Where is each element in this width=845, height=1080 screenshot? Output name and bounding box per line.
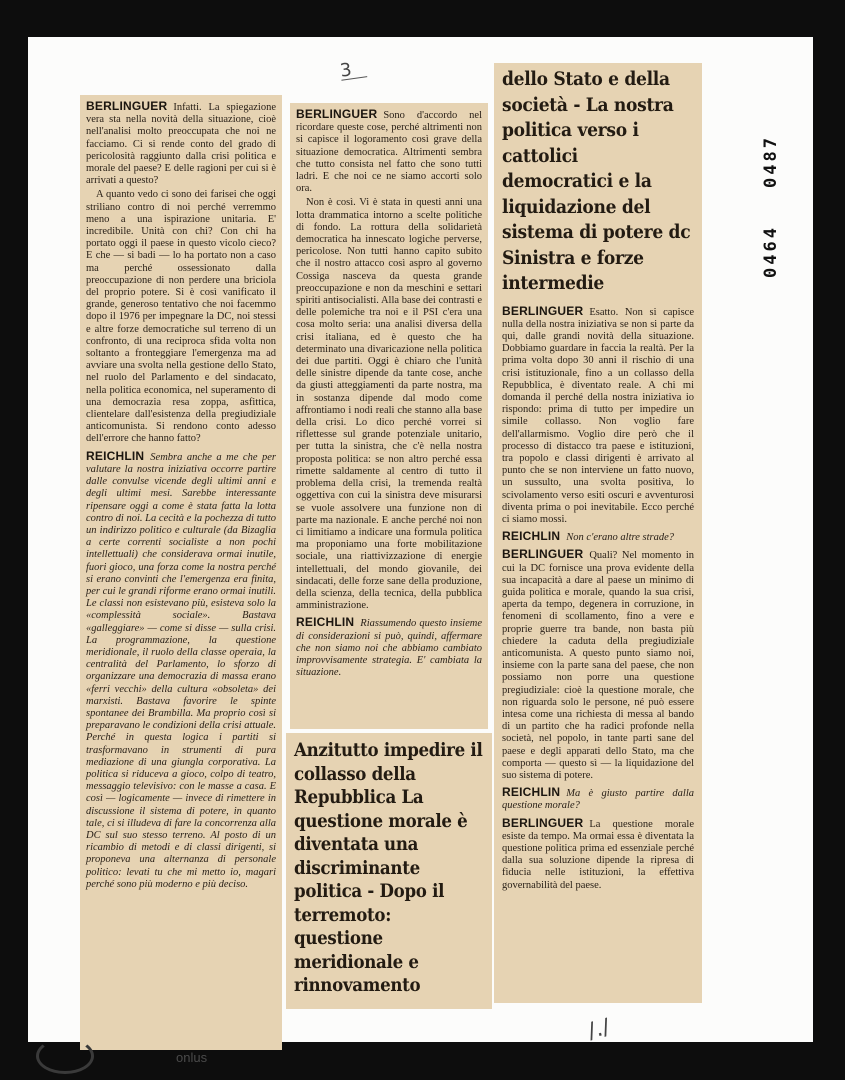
headline-right: dello Stato e della società - La nostra politica verso i cattolici democratici e la liquidazione del sistema di potere dc Sinistra e forze intermedie <box>502 68 691 294</box>
paragraph: REICHLIN Ma è giusto partire dalla questione morale? <box>502 785 694 812</box>
speaker-label: BERLINGUER <box>86 99 168 113</box>
paragraph: REICHLIN Non c'erano altre strade? <box>502 529 675 544</box>
continuation-mark: /./ <box>585 1014 613 1045</box>
column-3-text <box>502 305 694 892</box>
paragraph: REICHLIN Sembra anche a me che per valutare la nostra iniziativa occorre partire dalle convulse vicende degli ultimi anni e degli ultimi mesi. Sarebbe interessante ripensare oggi a come è stata fatta la lotta contro di noi. La cecità e la pochezza di tutto un indirizzo politico e culturale (da Bizaglia a certe correnti socialiste a non pochi intellettuali) che considerava ormai inutile, fuori gioco, una forza come la nostra perché si erano convinti che l'emergenza era finita, per cui le grandi riforme erano ormai inutili. Le classi non esistevano più, esisteva solo la «complessità sociale». Bastava «galleggiare» — come si disse — sulla crisi. La programmazione, la questione meridionale, il ruolo della classe operaia, la centralità del Parlamento, lo sforzo di organizzare una democrazia di massa erano «ferri vecchi» della cultura «obsoleta» dei marxisti. Bastava favorire le spinte spontanee dei Brambilla. Ma proprio così si preparavano le condizioni della crisi attuale. Perché in questa logica i partiti si trasformavano in strumenti di pura mediazione di una giungla corporativa. La politica si riduceva a gioco, colpo di teatro, messaggio televisivo: con le masse a casa. E così — logicamente — invece di rimettere in discussione il sistema di potere, in quanto tale, ci si illudeva di fare la concorrenza alla DC sul suo stesso terreno. Al posto di un ricambio di metodi e di classi dirigenti, si proponeva una alternanza di personale politico: levati tu che mi metto io, magari perché sono più moderno e più deciso. <box>86 448 276 890</box>
column-1-text <box>86 100 276 891</box>
speaker-label: REICHLIN <box>296 615 355 630</box>
speaker-label: REICHLIN <box>86 448 145 463</box>
paragraph: REICHLIN Riassumendo questo insieme di considerazioni si può, quindi, affermare che non siamo noi che abbiamo cambiato improvvisamente strategia. E' cambiata la situazione. <box>296 615 482 679</box>
clipping-column-3 <box>494 63 702 1003</box>
paragraph: BERLINGUER Sono d'accordo nel ricordare queste cose, perché altrimenti non si capisce il logoramento così grave della situazione democratica. Altrimenti sembra che tutto consista nel fatto che sono tutti ladri. E che noi ce ne siamo accorti solo ora. <box>296 107 482 195</box>
paragraph: Non è così. Vi è stata in questi anni una lotta drammatica intorno a scelte politiche di fondo. La rottura della solidarietà democratica ha innescato logiche perverse, pericolose. Non tutti hanno capito subito che il nostro attacco così aspro al governo Cossiga nasceva da questa grande preoccupazione e non da meschini e settari spiriti antisocialisti. Alla base dei contrasti e delle polemiche tra noi e il PSI c'era una cosa molto seria: una analisi diversa della crisi italiana, ed è questo che ha determinato una divaricazione nella politica dei due partiti. Oggi è chiaro che l'unità delle sinistre dipende da tante cose, anche da giusti atteggiamenti da parte nostra, ma in sostanza dipende dal modo come affrontiamo i nodi reali che stanno alla base della crisi. Lo dico perché vorrei si riflettesse sul grande potenziale unitario, per tutta la sinistra, che c'è nella nostra proposta politica: se non altro perché essa rimette saldamente al centro di tutto il problema della crisi, la tremenda realtà oggettiva con cui la sinistra deve misurarsi se vuole assolvere una funzione non di parte ma nazionale. E anche perché noi non ci limitiamo a indicare una formula politica ma proponiamo una forte mobilitazione sociale, una riattivizzazione di energie intellettuali, del mondo giovanile, dei sindacati, delle forze sane della produzione, della scienza, della tecnica, della pubblica amministrazione. <box>296 197 482 612</box>
headline-left: Anzitutto impedire il collasso della Repubblica La questione morale è diventata una discriminante politica - Dopo il terremoto: questione meridionale e rinnovamento <box>294 740 483 996</box>
watermark-text: onlus <box>176 1050 208 1065</box>
speaker-label: BERLINGUER <box>296 107 378 121</box>
speaker-label: BERLINGUER <box>502 303 584 318</box>
archive-stamp-bottom: 0464 <box>761 225 781 278</box>
paragraph: BERLINGUER Infatti. La spiegazione vera sta nella novità della situazione, cioè nell'analisi molto preoccupata che noi ne facciamo. Ci si rende conto del grado di pericolosità raggiunto dalla crisi politica e morale del paese? E delle ragioni per cui si è arrivati a questo? <box>86 99 276 187</box>
watermark-logo <box>36 1038 94 1074</box>
paragraph: BERLINGUER Quali? Nel momento in cui la DC fornisce una prova evidente della sua incapacità a dare al paese un minimo di guida politica e morale, quando la sua crisi, aperta da tempo, degenera in corruzione, in fenomeni di scollamento, fino a vere e proprie guerre tra bande, non basta più chiedere la caduta della pregiudiziale anticomunista. A questo punto siamo noi, insieme con la parte sana del paese, che non possiamo non porre una questione pregiudiziale: cioè la questione morale, che non riguarda solo le persone, né può essere intesa come una richiesta di messa al bando di un partito che ha radici profonde nella società, nel popolo, in tante parti sane del paese e degli apparati dello Stato, ma che comporta — questo sì — la liquidazione del suo sistema di potere. <box>502 547 694 782</box>
clipping-headline-left <box>286 733 492 1009</box>
archive-sheet <box>28 37 813 1045</box>
speaker-label: REICHLIN <box>502 785 561 800</box>
speaker-label: BERLINGUER <box>502 547 584 562</box>
clipping-column-2 <box>290 103 488 729</box>
paragraph: A quanto vedo ci sono dei farisei che oggi striliano contro di noi perché verremmo meno a una ispirazione unitaria. E' incredibile. Unità con chi? Con chi ha portato oggi il paese in questo vicolo cieco? E che — si badi — lo ha portato non a caso ma perché ossessionato dalla preoccupazione di non perdere una briciola del proprio potere. Si è così vanificato il grande, generoso tentativo che noi facemmo dopo il 1976 per impegnare la DC, noi stessi e altre forze democratiche sul terreno di un confronto, di una reciproca sfida volta non soltanto a fronteggiare l'emergenza ma ad avviare una svolta nella gestione dello Stato, nel ruolo del Parlamento e del sindacato, nella politica economica, nel superamento di una democrazia resa zoppa, asfittica, clientelare dall'esistenza della pregiudiziale anticomunista. Si rendono conto adesso dell'errore che hanno fatto? <box>86 189 276 445</box>
speaker-label: BERLINGUER <box>502 815 584 830</box>
paragraph: BERLINGUER La questione morale esiste da tempo. Ma ormai essa è diventata la questione politica prima ed essenziale perché dalla sua soluzione dipende la ripresa di fiducia nelle istituzioni, la effettiva governabilità del paese. <box>502 815 694 891</box>
paragraph: BERLINGUER Esatto. Non si capisce nulla della nostra iniziativa se non si parte da qui, dalle grandi novità della situazione. Dobbiamo guardare in faccia la realtà. Per la prima volta dopo 30 anni il rischio di una crisi istituzionale, fino a un collasso della Repubblica, è diventato reale. A chi mi domanda il perché della nostra iniziativa io rispondo: prima di tutto per impedire un simile collasso. Non voglio fare dell'allarmismo. Voglio dire però che il processo di distacco tra paese e istituzioni, tra popolo e classi dirigenti è arrivato al punto che se non interviene un fatto nuovo, un sussulto, una svolta positiva, lo scivolamento verso esiti oscuri e avventurosi diventa prima o poi inevitabile. Ecco perché ci siamo mossi. <box>502 303 694 525</box>
speaker-label: REICHLIN <box>502 529 561 544</box>
clipping-column-1 <box>80 95 282 1050</box>
archive-stamp-top: 0487 <box>761 135 781 188</box>
page-number-mark: 3 <box>339 57 368 80</box>
column-2-text <box>296 108 482 679</box>
